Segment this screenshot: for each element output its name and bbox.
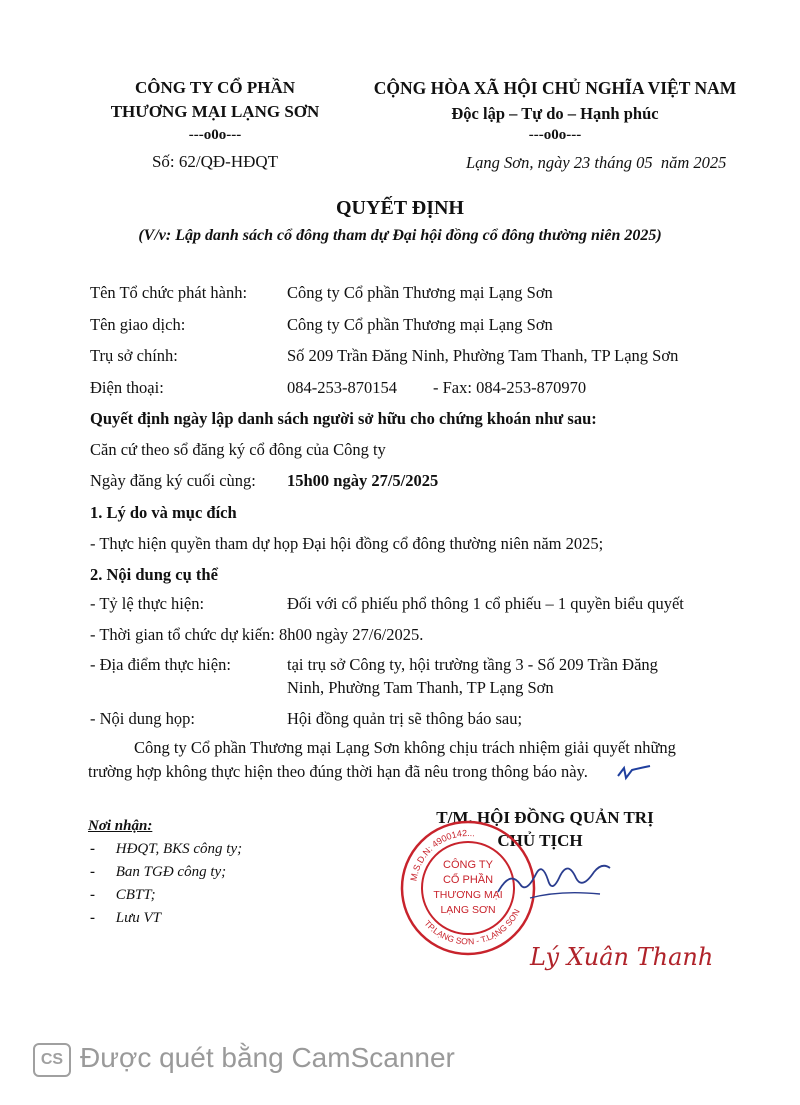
document-number: Số: 62/QĐ-HĐQT	[151, 152, 279, 171]
fax-value: - Fax: 084-253-870970	[433, 378, 587, 397]
headquarters-value: Số 209 Trần Đăng Ninh, Phường Tam Thanh, TP Lạng Sơn	[287, 346, 679, 365]
content-value: Hội đồng quản trị sẽ thông báo sau;	[287, 709, 523, 728]
section2-heading: 2. Nội dung cụ thể	[90, 565, 218, 584]
company-name-line1: CÔNG TY CỔ PHẦN	[134, 78, 296, 97]
phone-label: Điện thoại:	[90, 378, 164, 397]
camscanner-watermark: Được quét bằng CamScanner	[80, 1042, 455, 1073]
signature-position: CHỦ TỊCH	[497, 831, 583, 850]
ratio-value: Đối với cổ phiếu phổ thông 1 cổ phiếu – 1 quyền biểu quyết	[287, 594, 684, 613]
stamp-line1: CÔNG TY	[443, 859, 493, 871]
initial-mark-icon	[614, 762, 654, 782]
stamp-line2: CỔ PHẦN	[442, 874, 494, 886]
venue-value-line2: Ninh, Phường Tam Thanh, TP Lạng Sơn	[287, 678, 554, 697]
disclaimer-line2: trường hợp không thực hiện theo đúng thời hạn đã nêu trong thông báo này.	[88, 762, 588, 781]
company-separator: ---o0o---	[188, 127, 242, 143]
recipients-list	[90, 841, 242, 933]
venue-label: - Địa điểm thực hiện:	[90, 655, 231, 674]
record-date-value: 15h00 ngày 27/5/2025	[287, 471, 439, 490]
section1-heading: 1. Lý do và mục đích	[90, 503, 237, 522]
disclaimer-line1: Công ty Cổ phần Thương mại Lạng Sơn không chịu trách nhiệm giải quyết những	[134, 738, 676, 757]
recipient-item: - HĐQT, BKS công ty;	[90, 841, 243, 857]
signature-scribble	[490, 850, 620, 910]
basis-text: Căn cứ theo sổ đăng ký cổ đông của Công ty	[90, 440, 386, 459]
ratio-label: - Tỷ lệ thực hiện:	[90, 594, 205, 613]
trade-name-value: Công ty Cổ phần Thương mại Lạng Sơn	[287, 315, 553, 334]
stamp-ring-bottom: TP.LẠNG SƠN - T.LẠNG SƠN	[422, 907, 522, 947]
section1-item: - Thực hiện quyền tham dự họp Đại hội đồng cổ đông thường niên năm 2025;	[90, 534, 604, 553]
nation-separator: ---o0o---	[528, 127, 582, 143]
company-name-line2: THƯƠNG MẠI LẠNG SƠN	[110, 102, 320, 121]
company-name	[95, 76, 335, 124]
recipients-heading: Nơi nhận:	[88, 818, 153, 834]
recipient-item: - CBTT;	[90, 887, 156, 903]
meeting-time: - Thời gian tổ chức dự kiến: 8h00 ngày 27/6/2025.	[90, 625, 424, 644]
nation-motto: Độc lập – Tự do – Hạnh phúc	[451, 104, 659, 123]
issuer-org-value: Công ty Cổ phần Thương mại Lạng Sơn	[287, 283, 553, 302]
decision-heading: Quyết định ngày lập danh sách người sở hữu cho chứng khoán như sau:	[90, 409, 597, 428]
phone-value: 084-253-870154	[287, 378, 397, 397]
camscanner-logo-icon: CS	[33, 1043, 71, 1077]
signer-name: Lý Xuân Thanh	[530, 943, 714, 971]
record-date-label: Ngày đăng ký cuối cùng:	[90, 471, 256, 490]
trade-name-label: Tên giao dịch:	[90, 315, 186, 334]
stamp-ring-top: M.S.D.N: 4900142...	[408, 827, 476, 882]
recipient-item: - Lưu VT	[90, 910, 162, 926]
venue-value-line1: tại trụ sở Công ty, hội trường tầng 3 - Số 209 Trần Đăng	[287, 655, 658, 674]
stamp-line4: LẠNG SƠN	[440, 904, 496, 916]
issuer-org-label: Tên Tổ chức phát hành:	[90, 283, 248, 302]
headquarters-label: Trụ sở chính:	[90, 346, 178, 365]
document-subtitle: (V/v: Lập danh sách cổ đông tham dự Đại hội đồng cổ đông thường niên 2025)	[138, 227, 662, 244]
recipient-item: - Ban TGĐ công ty;	[90, 864, 227, 880]
stamp-line3: THƯƠNG MẠI	[433, 889, 503, 901]
document-title: QUYẾT ĐỊNH	[336, 197, 464, 219]
nation-title: CỘNG HÒA XÃ HỘI CHỦ NGHĨA VIỆT NAM	[373, 78, 737, 98]
content-label: - Nội dung họp:	[90, 709, 195, 728]
place-date: Lạng Sơn, ngày 23 tháng 05 năm 2025	[466, 153, 727, 172]
signature-on-behalf: T/M. HỘI ĐỒNG QUẢN TRỊ	[436, 808, 654, 827]
